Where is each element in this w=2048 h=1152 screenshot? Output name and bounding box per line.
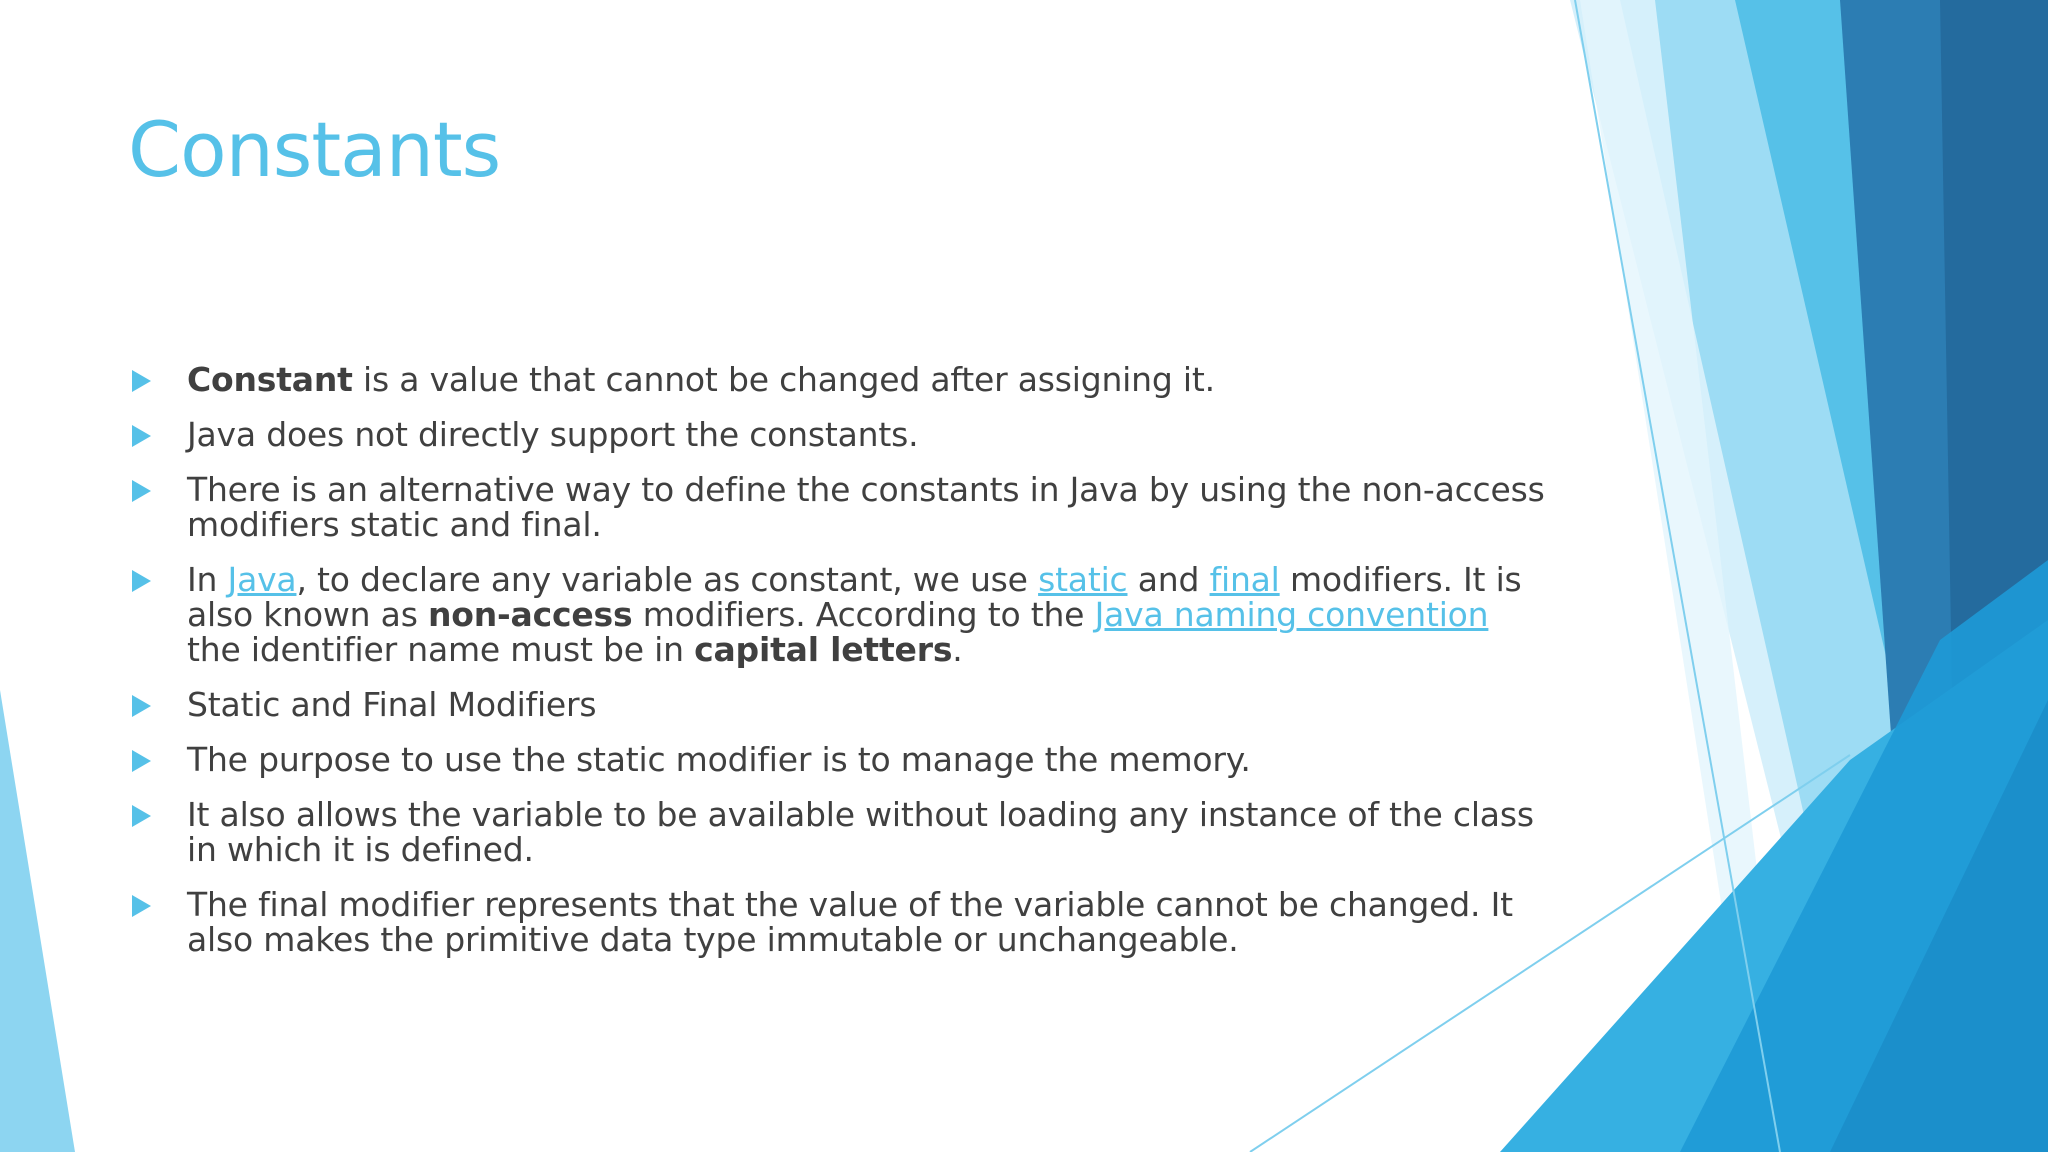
bullet-static-availability bbox=[130, 797, 1550, 867]
bullet-text: modifiers. It is also known as bbox=[187, 560, 1522, 634]
bullet-alternative-way bbox=[130, 472, 1550, 542]
bullet-text: and bbox=[1127, 560, 1210, 599]
slide-title: Constants bbox=[128, 105, 501, 194]
bullet-text: The purpose to use the static modifier is to manage the memory. bbox=[187, 740, 1251, 779]
bullet-text: the identifier name must be in bbox=[187, 630, 695, 669]
triangle-right-icon bbox=[132, 805, 151, 827]
bold-text: non-access bbox=[427, 595, 633, 634]
triangle-right-icon bbox=[132, 570, 151, 592]
bullet-static-final-heading bbox=[130, 687, 1550, 722]
bullet-static-purpose bbox=[130, 742, 1550, 777]
bullet-java-support bbox=[130, 417, 1550, 452]
triangle-right-icon bbox=[132, 480, 151, 502]
bullet-text: . bbox=[952, 630, 963, 669]
bullet-declare-constant bbox=[130, 562, 1550, 667]
bullet-final-modifier bbox=[130, 887, 1550, 957]
bullet-text: Java does not directly support the constants. bbox=[187, 415, 919, 454]
bullet-text: There is an alternative way to define the constants in Java by using the non-access modifiers static and final. bbox=[187, 470, 1545, 544]
bold-text: Constant bbox=[187, 360, 353, 399]
bullet-list bbox=[130, 362, 1550, 977]
bold-text: capital letters bbox=[694, 630, 953, 669]
static-link[interactable]: static bbox=[1038, 560, 1128, 599]
triangle-right-icon bbox=[132, 695, 151, 717]
triangle-right-icon bbox=[132, 425, 151, 447]
java-link[interactable]: Java bbox=[227, 560, 297, 599]
bullet-text: In bbox=[187, 560, 228, 599]
triangle-right-icon bbox=[132, 750, 151, 772]
bullet-text: Static and Final Modifiers bbox=[187, 685, 597, 724]
bullet-text: is a value that cannot be changed after assigning it. bbox=[352, 360, 1215, 399]
final-link[interactable]: final bbox=[1209, 560, 1280, 599]
left-accent-shape bbox=[0, 690, 75, 1152]
bullet-text: The final modifier represents that the value of the variable cannot be changed. It also makes the primitive data type immutable or unchangeable. bbox=[187, 885, 1513, 959]
bullet-constant-definition bbox=[130, 362, 1550, 397]
triangle-right-icon bbox=[132, 895, 151, 917]
triangle-right-icon bbox=[132, 370, 151, 392]
bullet-text: , to declare any variable as constant, we use bbox=[296, 560, 1039, 599]
bullet-text: It also allows the variable to be available without loading any instance of the class in which it is defined. bbox=[187, 795, 1534, 869]
bullet-text: modifiers. According to the bbox=[632, 595, 1095, 634]
java-naming-convention-link[interactable]: Java naming convention bbox=[1094, 595, 1489, 634]
